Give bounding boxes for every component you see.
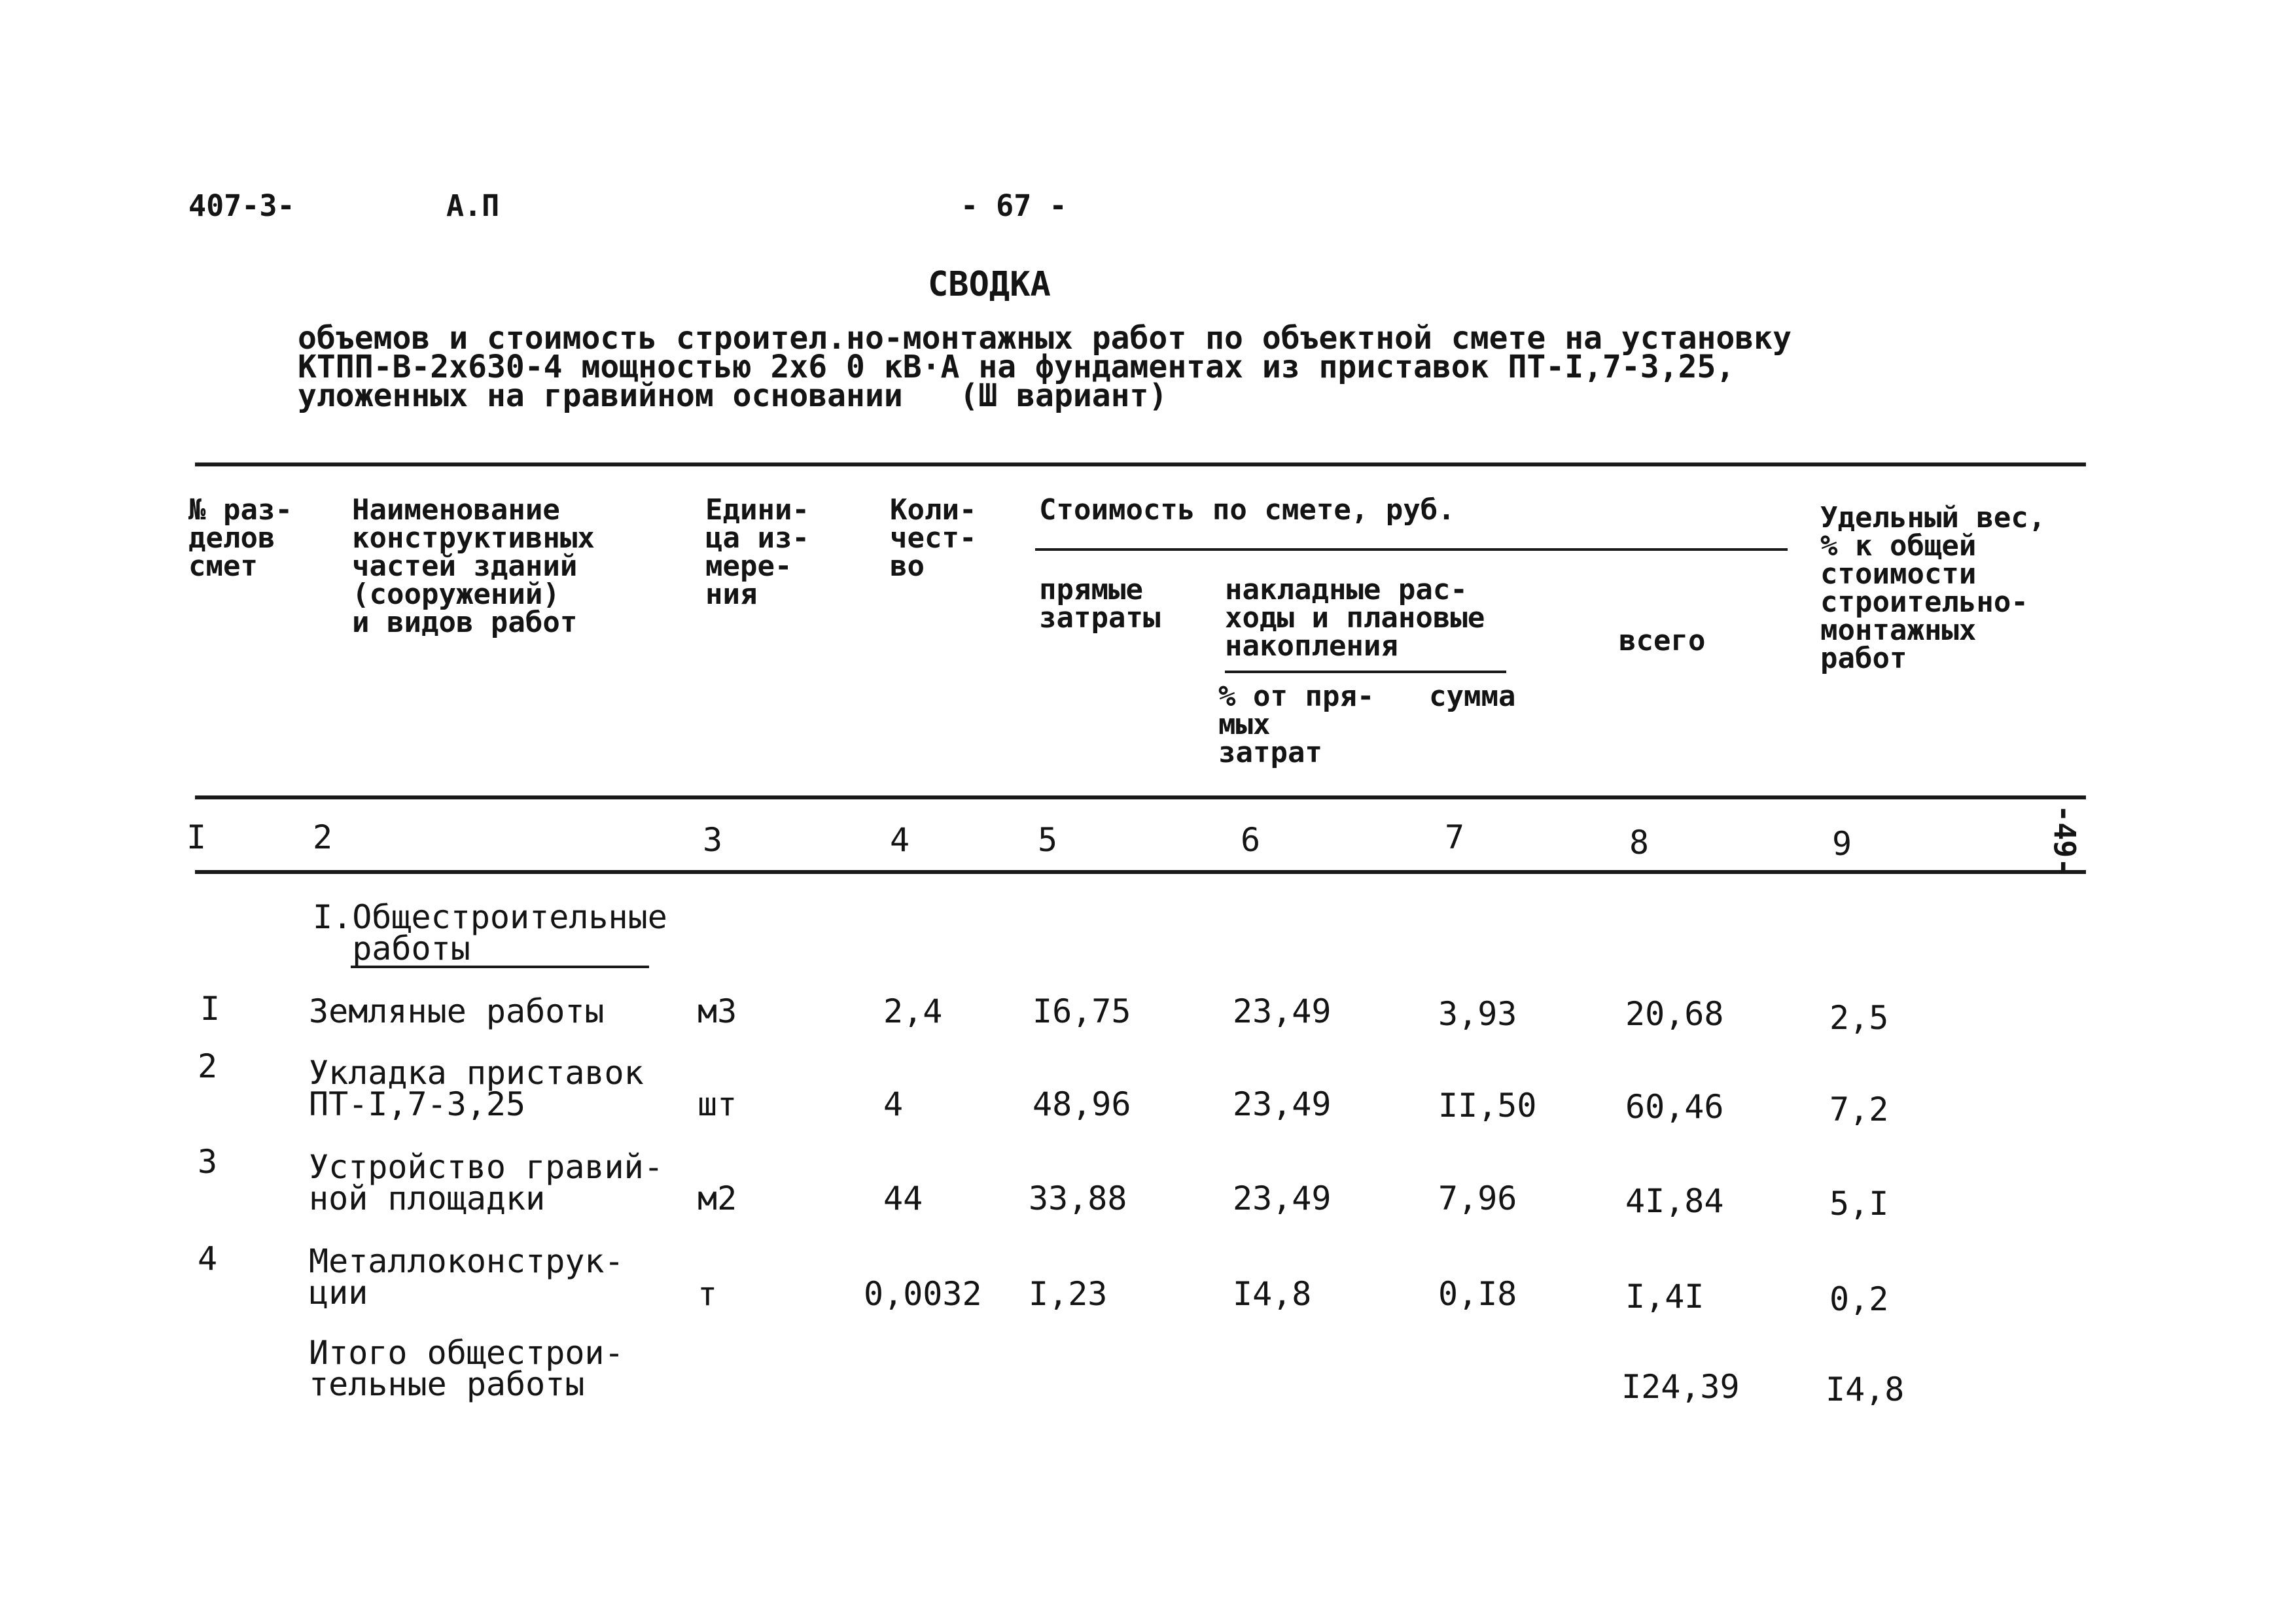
section-title: I.Общестроительные работы [313,898,667,968]
row-2-percent: 23,49 [1233,1085,1332,1123]
row-2-share: 7,2 [1829,1091,1889,1128]
row-1-share: 2,5 [1829,999,1889,1037]
row-2-number: 2 [198,1047,218,1085]
column-header-cost-group: Стоимость по смете, руб. [1039,493,1455,527]
side-page-mark: -49- [2047,805,2082,876]
page-number: - 67 - [961,188,1067,223]
column-header-direct-costs: прямые затраты [1039,573,1161,635]
row-3-number: 3 [198,1143,218,1181]
subtitle-line-1: объемов и стоимость строител.но-монтажных работ по объектной смете на установку [298,320,1792,357]
column-number-6: 6 [1241,821,1261,859]
row-2-name: Укладка приставок ПТ-I,7-3,25 [309,1054,644,1123]
row-2-unit: шт [698,1085,737,1123]
album-label: А.П [446,188,500,223]
row-1-number: I [200,990,221,1028]
row-4-unit: т [698,1275,718,1313]
row-2-total: 60,46 [1625,1088,1724,1126]
row-1-unit: м3 [698,992,737,1030]
row-2-quantity: 4 [883,1085,904,1123]
column-number-1: I [186,818,207,856]
column-number-4: 4 [890,821,910,859]
row-4-percent: I4,8 [1233,1275,1312,1313]
column-header-unit: Едини- ца из- мере- ния [705,493,809,611]
row-3-percent: 23,49 [1233,1179,1332,1217]
row-2-direct: 48,96 [1033,1085,1131,1123]
row-1-total: 20,68 [1625,995,1724,1033]
summary-total: I24,39 [1621,1368,1740,1406]
column-number-8: 8 [1629,824,1650,862]
column-header-section-number: № раз- делов смет [188,493,292,583]
subtitle-line-3: уложенных на гравийном основании (Ш вариант) [298,377,1168,414]
row-3-name: Устройство гравий- ной площадки [309,1148,663,1217]
subtitle-line-2: КТПП-В-2х630-4 мощностью 2х6 0 кВ·А на фундаментах из приставок ПТ-I,7-3,25, [298,349,1735,385]
row-4-name: Металлоконструк- ции [309,1242,624,1312]
column-number-9: 9 [1832,825,1852,863]
column-header-name: Наименование конструктивных частей зданий (сооружений) и видов работ [352,493,595,639]
row-3-quantity: 44 [883,1179,923,1217]
row-1-direct: I6,75 [1033,992,1131,1030]
row-4-sum: 0,I8 [1438,1275,1517,1313]
document-code: 407-3- [188,188,295,223]
column-header-percent: % от пря- мых затрат [1218,680,1375,769]
row-3-unit: м2 [698,1179,737,1217]
row-4-total: I,4I [1625,1278,1704,1316]
row-1-sum: 3,93 [1438,995,1517,1033]
column-number-7: 7 [1445,818,1465,856]
row-2-sum: II,50 [1438,1087,1537,1125]
column-header-quantity: Коли- чест- во [890,493,977,583]
document-title: СВОДКА [928,265,1051,304]
row-1-quantity: 2,4 [883,992,943,1030]
table-top-rule [195,462,2086,466]
column-header-sum: сумма [1429,680,1516,713]
column-number-5: 5 [1038,821,1058,859]
column-number-2: 2 [313,818,333,856]
summary-label: Итого общестрои- тельные работы [309,1334,624,1403]
row-4-direct: I,23 [1029,1275,1108,1313]
row-4-number: 4 [198,1240,218,1278]
row-1-name: Земляные работы [309,992,605,1030]
row-3-sum: 7,96 [1438,1179,1517,1217]
row-4-share: 0,2 [1829,1280,1889,1318]
row-3-total: 4I,84 [1625,1182,1724,1220]
section-title-underline [351,966,649,968]
row-3-share: 5,I [1829,1185,1889,1223]
column-number-3: 3 [703,821,723,859]
summary-share: I4,8 [1826,1370,1905,1408]
column-header-overhead-group: накладные рас- ходы и плановые накопления [1225,573,1485,663]
row-1-percent: 23,49 [1233,992,1332,1030]
row-4-quantity: 0,0032 [864,1275,982,1313]
column-header-share: Удельный вес, % к общей стоимости строительно- монтажных работ [1820,501,2046,675]
overhead-group-underline [1225,671,1506,673]
cost-group-underline [1035,548,1788,551]
header-bottom-rule [195,795,2086,799]
row-3-direct: 33,88 [1029,1179,1127,1217]
column-header-total: всего [1619,624,1706,657]
column-numbers-rule [195,870,2086,874]
